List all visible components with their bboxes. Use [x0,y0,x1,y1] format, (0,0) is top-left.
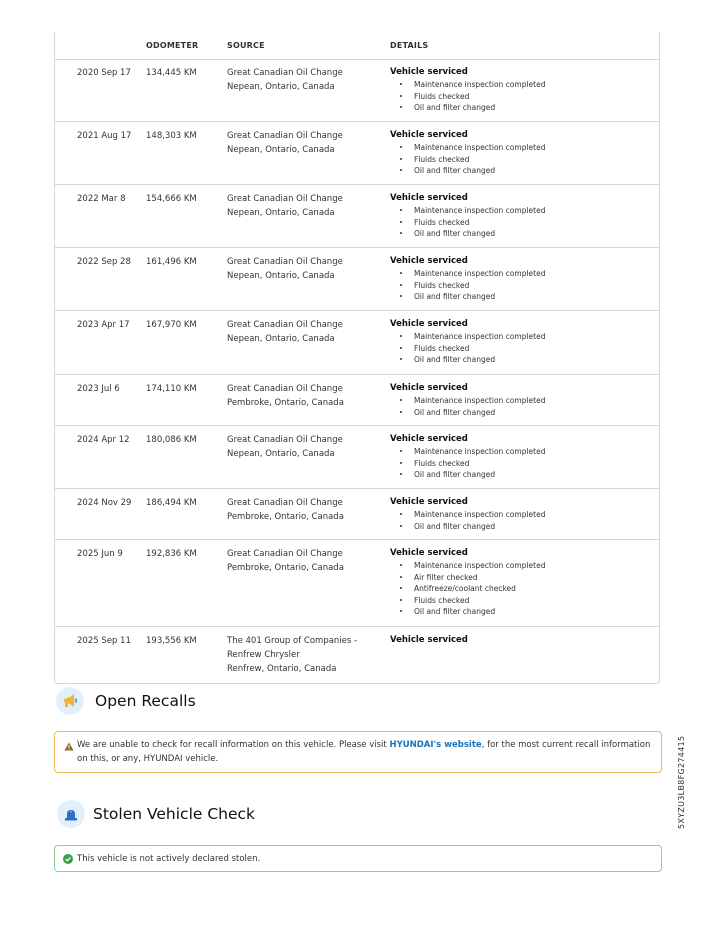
list-item: Maintenance inspection completed [390,79,650,91]
history-table [54,32,660,684]
vin-number: 5XYZU3LB8FG274415 [677,735,686,829]
row-date: 2024 Apr 12 [77,435,130,445]
detail-title: Vehicle serviced [390,434,468,444]
source-line: Great Canadian Oil Change [227,435,343,445]
list-item: Maintenance inspection completed [390,268,650,280]
list-item: Maintenance inspection completed [390,509,650,521]
source-line: Great Canadian Oil Change [227,320,343,330]
list-item: Maintenance inspection completed [390,395,650,407]
table-row [55,375,659,426]
table-row [55,185,659,248]
list-item: Oil and filter changed [390,165,650,177]
list-item: Maintenance inspection completed [390,142,650,154]
source-line: Great Canadian Oil Change [227,68,343,78]
source-line: Pembroke, Ontario, Canada [227,512,344,522]
list-item: Air filter checked [390,572,650,584]
row-details [390,547,650,618]
source-line: Great Canadian Oil Change [227,131,343,141]
stolen-title: Stolen Vehicle Check [93,805,256,823]
source-line: Pembroke, Ontario, Canada [227,563,344,573]
header-odometer: ODOMETER [146,41,199,50]
source-line: Great Canadian Oil Change [227,384,343,394]
row-source [227,547,377,575]
row-source [227,433,377,461]
hyundai-website-link[interactable]: HYUNDAI's website [389,740,482,750]
row-source [227,496,377,524]
row-odometer: 148,303 KM [146,131,197,141]
detail-title: Vehicle serviced [390,635,468,645]
list-item: Oil and filter changed [390,407,650,419]
row-date: 2025 Jun 9 [77,549,123,559]
row-source [227,255,377,283]
list-item: Fluids checked [390,280,650,292]
list-item: Oil and filter changed [390,291,650,303]
stolen-message: This vehicle is not actively declared stolen. [77,854,261,864]
list-item: Oil and filter changed [390,606,650,618]
row-odometer: 193,556 KM [146,636,197,646]
detail-title: Vehicle serviced [390,67,468,77]
recalls-title: Open Recalls [95,692,196,710]
source-line: Great Canadian Oil Change [227,257,343,267]
row-details [390,192,650,240]
detail-title: Vehicle serviced [390,130,468,140]
recall-text-before: We are unable to check for recall information on this vehicle. Please visit [77,740,390,750]
detail-list [390,446,650,481]
source-line: Great Canadian Oil Change [227,498,343,508]
source-line: Nepean, Ontario, Canada [227,271,335,281]
table-row [55,311,659,375]
row-details [390,382,650,418]
detail-list [390,509,650,532]
row-date: 2020 Sep 17 [77,68,131,78]
recall-message [77,738,652,766]
row-date: 2024 Nov 29 [77,498,132,508]
recall-megaphone-icon [56,687,84,715]
row-details [390,433,650,481]
row-odometer: 186,494 KM [146,498,197,508]
list-item: Oil and filter changed [390,102,650,114]
row-source [227,634,377,676]
detail-title: Vehicle serviced [390,193,468,203]
list-item: Maintenance inspection completed [390,446,650,458]
list-item: Antifreeze/coolant checked [390,583,650,595]
row-odometer: 154,666 KM [146,194,197,204]
check-circle-icon [63,854,73,864]
list-item: Oil and filter changed [390,521,650,533]
source-line: Nepean, Ontario, Canada [227,208,335,218]
table-header [55,32,659,60]
source-line: Great Canadian Oil Change [227,549,343,559]
list-item: Maintenance inspection completed [390,331,650,343]
row-source [227,192,377,220]
table-row [55,489,659,540]
stolen-status [54,845,662,872]
list-item: Oil and filter changed [390,469,650,481]
table-row [55,248,659,311]
row-details [390,129,650,177]
row-date: 2023 Jul 6 [77,384,120,394]
table-row [55,540,659,627]
table-row [55,627,659,684]
row-odometer: 192,836 KM [146,549,197,559]
row-odometer: 134,445 KM [146,68,197,78]
row-date: 2021 Aug 17 [77,131,132,141]
source-line: Nepean, Ontario, Canada [227,82,335,92]
row-source [227,318,377,346]
row-date: 2025 Sep 11 [77,636,131,646]
detail-list [390,79,650,114]
list-item: Fluids checked [390,91,650,103]
row-odometer: 167,970 KM [146,320,197,330]
header-source: SOURCE [227,41,265,50]
list-item: Fluids checked [390,595,650,607]
row-source [227,382,377,410]
detail-list [390,395,650,418]
row-odometer: 161,496 KM [146,257,197,267]
row-details [390,318,650,366]
detail-title: Vehicle serviced [390,319,468,329]
row-details [390,255,650,303]
list-item: Oil and filter changed [390,354,650,366]
source-line: Great Canadian Oil Change [227,194,343,204]
list-item: Fluids checked [390,154,650,166]
row-source [227,66,377,94]
detail-list [390,142,650,177]
detail-list [390,268,650,303]
recall-text-after: , for the most current recall information on this, or any, HYUNDAI vehicle. [77,740,651,764]
list-item: Fluids checked [390,217,650,229]
source-line: The 401 Group of Companies - [227,636,358,646]
table-row [55,59,659,122]
detail-list [390,205,650,240]
detail-title: Vehicle serviced [390,256,468,266]
list-item: Maintenance inspection completed [390,205,650,217]
row-source [227,129,377,157]
row-details [390,496,650,532]
table-row [55,426,659,489]
recall-notice [54,731,662,773]
warning-icon [64,742,74,751]
detail-title: Vehicle serviced [390,548,468,558]
row-date: 2022 Sep 28 [77,257,131,267]
source-line: Renfrew, Ontario, Canada [227,664,337,674]
source-line: Pembroke, Ontario, Canada [227,398,344,408]
row-details [390,66,650,114]
header-details: DETAILS [390,41,429,50]
row-details [390,634,650,647]
row-date: 2022 Mar 8 [77,194,126,204]
source-line: Renfrew Chrysler [227,650,300,660]
source-line: Nepean, Ontario, Canada [227,449,335,459]
source-line: Nepean, Ontario, Canada [227,145,335,155]
detail-list [390,331,650,366]
list-item: Oil and filter changed [390,228,650,240]
source-line: Nepean, Ontario, Canada [227,334,335,344]
list-item: Maintenance inspection completed [390,560,650,572]
police-light-icon [57,800,85,828]
row-odometer: 180,086 KM [146,435,197,445]
row-odometer: 174,110 KM [146,384,197,394]
list-item: Fluids checked [390,458,650,470]
detail-title: Vehicle serviced [390,383,468,393]
table-row [55,122,659,185]
detail-title: Vehicle serviced [390,497,468,507]
detail-list [390,560,650,618]
list-item: Fluids checked [390,343,650,355]
row-date: 2023 Apr 17 [77,320,130,330]
